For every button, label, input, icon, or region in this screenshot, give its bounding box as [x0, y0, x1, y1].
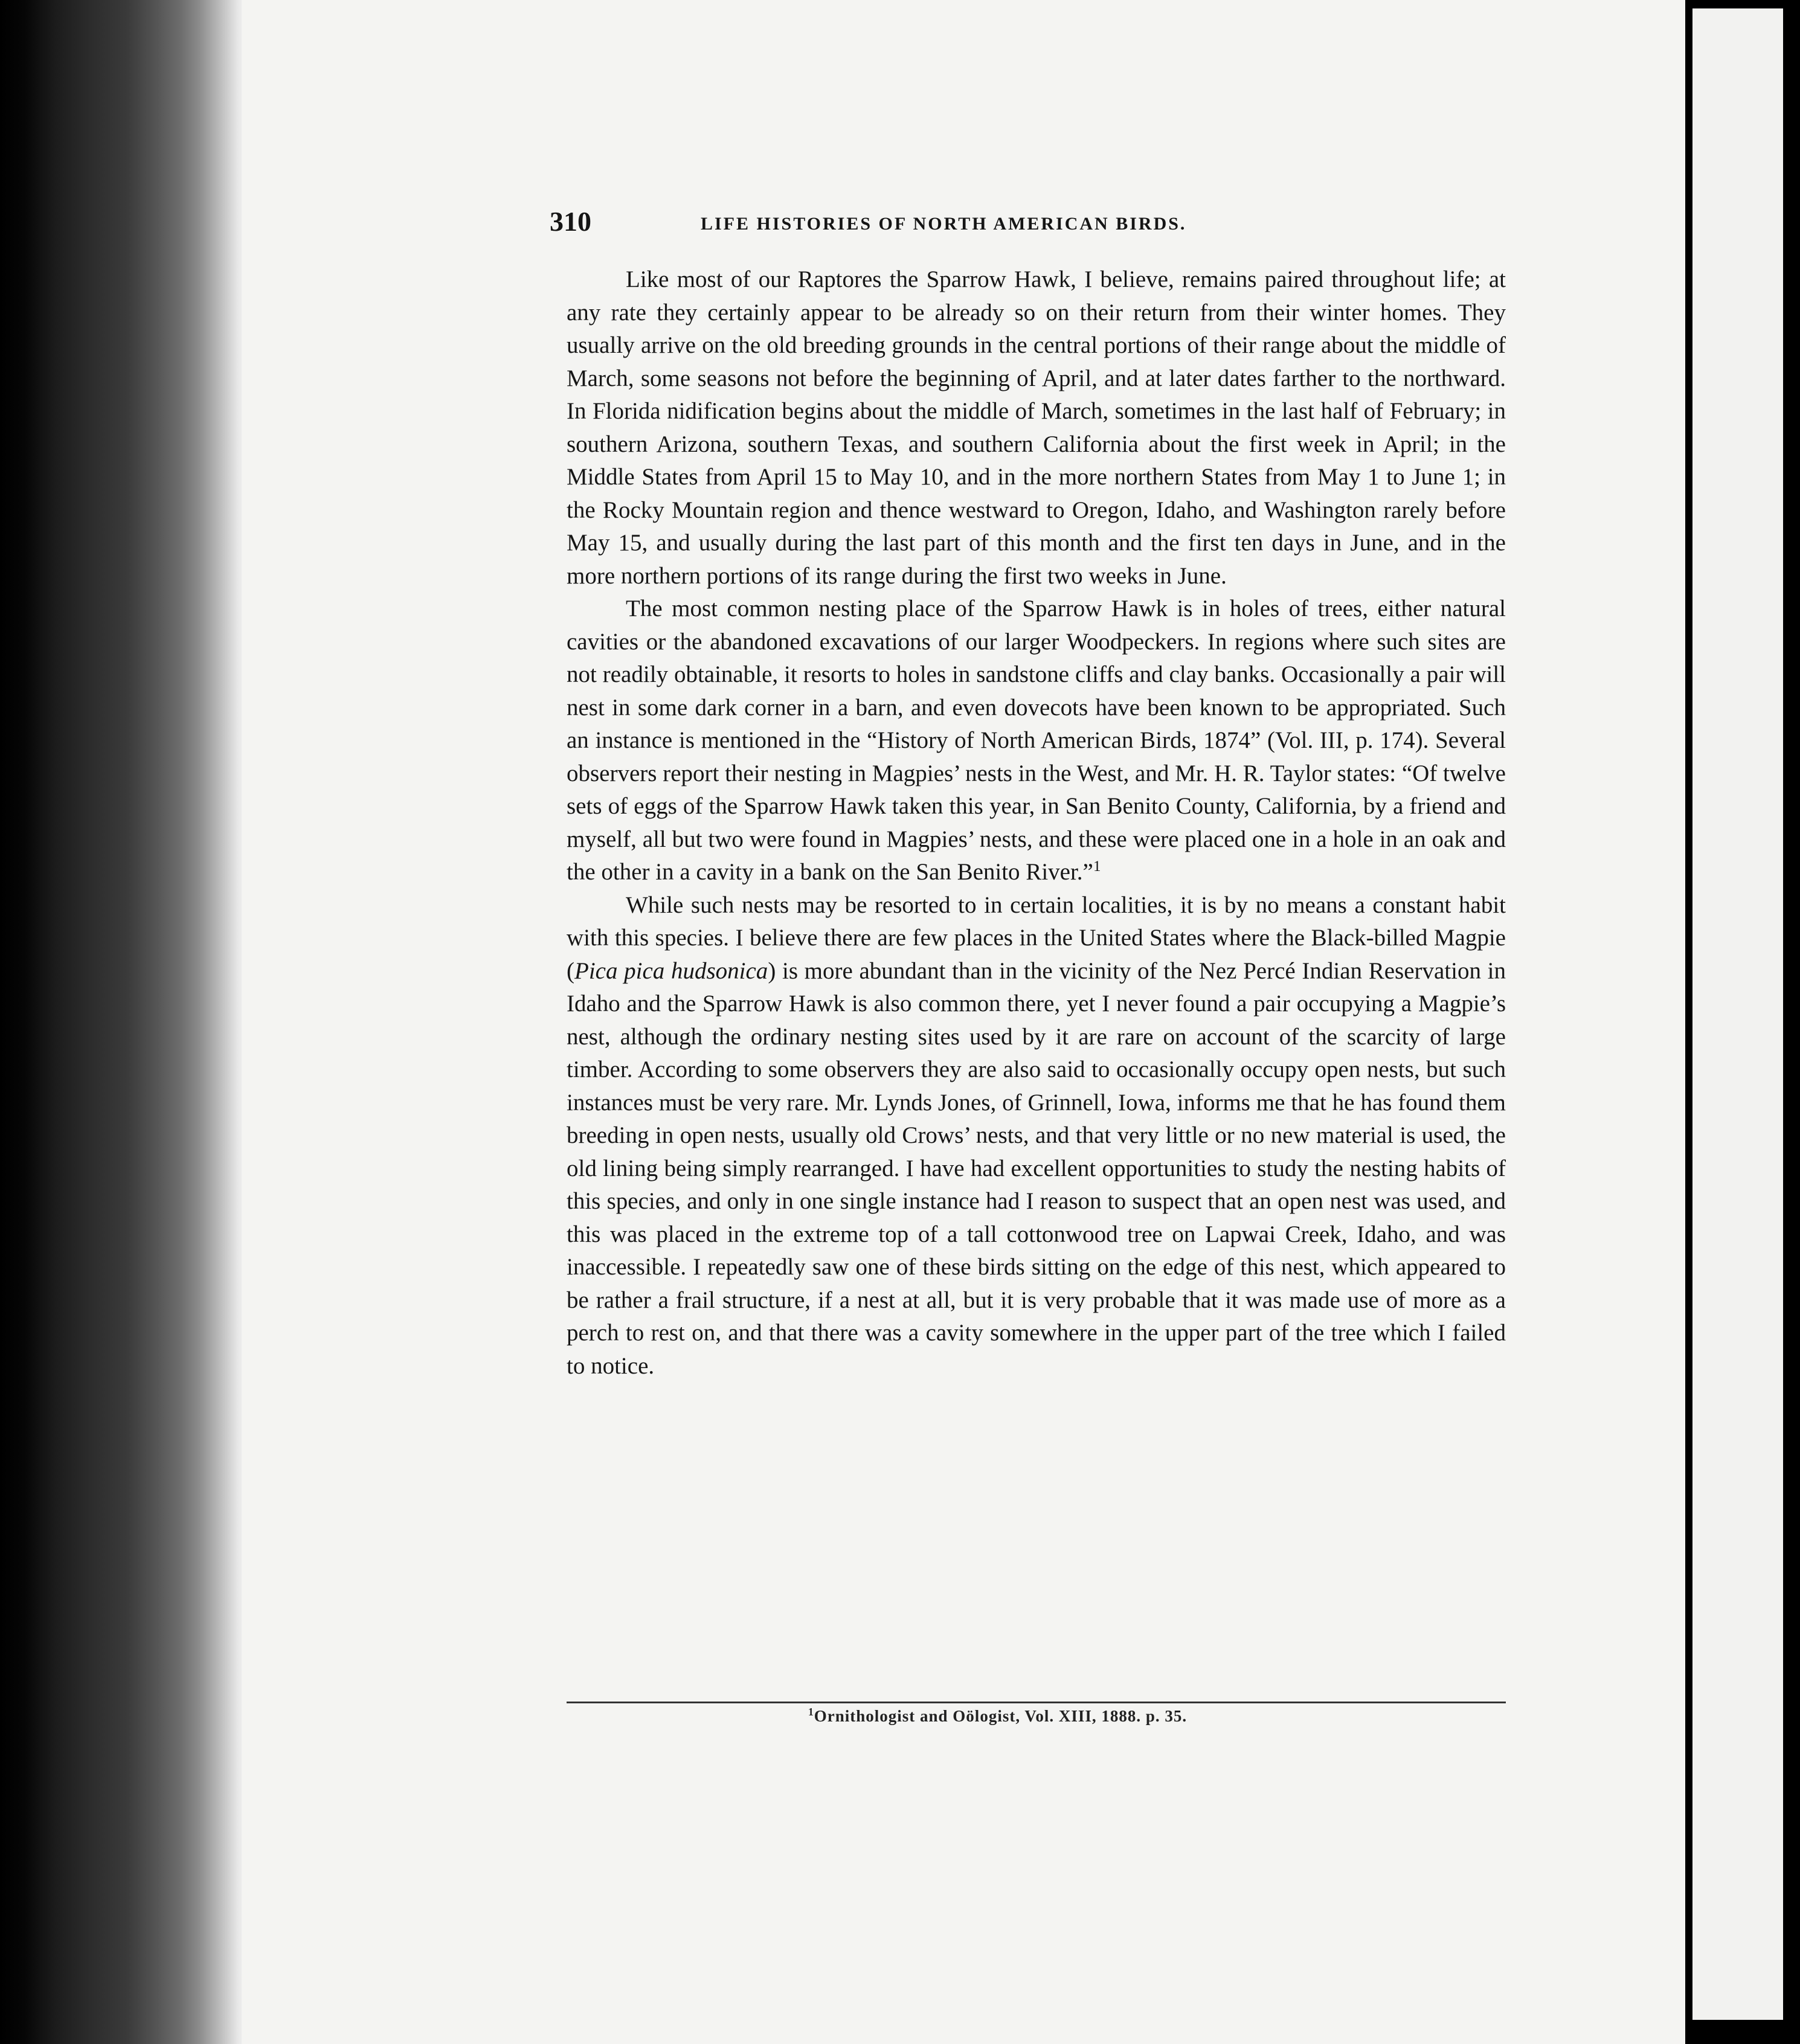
- paragraph-text: The most common nesting place of the Sparrow Hawk is in holes of trees, either natural cavities or the abandoned excavations of our larger Woodpeckers. In regions where such sites are not readily obtainable, it resorts to holes in sandstone cliffs and clay banks. Occasionally a pair will nest in some dark corner in a barn, and even dovecots have been known to be appropriated. Such an instance is mentioned in the “History of North American Birds, 1874” (Vol. III, p. 174). Several observers report their nesting in Magpies’ nests in the West, and Mr. H. R. Taylor states: “Of twelve sets of eggs of the Sparrow Hawk taken this year, in San Benito County, California, by a friend and myself, all but two were found in Magpies’ nests, and these were placed one in a hole in an oak and the other in a cavity in a bank on the San Benito River.”: [567, 596, 1506, 885]
- paragraph-text: ) is more abundant than in the vicinity of the Nez Percé Indian Reservation in Idaho and the Sparrow Hawk is also common there, yet I never found a pair occupying a Magpie’s nest, although the ordinary nesting sites used by it are rare on account of the scarcity of large timber. According to some observers they are also said to occasionally occupy open nests, but such instances must be very rare. Mr. Lynds Jones, of Grinnell, Iowa, informs me that he has found them breeding in open nests, usually old Crows’ nests, and that very little or no new material is used, the old lining being simply rearranged. I have had excellent opportunities to study the nesting habits of this species, and only in one single instance had I reason to suspect that an open nest was used, and this was placed in the extreme top of a tall cottonwood tree on Lapwai Creek, Idaho, and was inaccessible. I repeatedly saw one of these birds sitting on the edge of this nest, which appeared to be rather a frail structure, if a nest at all, but it is very probable that it was made use of more as a perch to rest on, and that there was a cavity somewhere in the upper part of the tree which I failed to notice.: [567, 957, 1506, 1379]
- paragraph-text: While such nests may be resorted to in certain localities, it is by no means a constant habit with this species. I believe there are few places in the United States where the Black-billed Magpie (: [567, 892, 1506, 984]
- book-gutter-shadow: [0, 0, 254, 2044]
- running-title: LIFE HISTORIES OF NORTH AMERICAN BIRDS.: [701, 214, 1187, 234]
- adjacent-page-edge: [1685, 0, 1800, 2044]
- paragraph-open-nests: [567, 889, 1506, 1383]
- body-text: [567, 263, 1506, 1383]
- paragraph-nesting-places: [567, 593, 1506, 889]
- footnote-reference: 1: [1093, 858, 1101, 875]
- adjacent-page-sliver: [1692, 8, 1783, 2020]
- species-name-italic: Pica pica hudsonica: [574, 957, 768, 984]
- footnote: [808, 1707, 1187, 1726]
- page-number: 310: [550, 206, 591, 237]
- paragraph-arrival: [567, 263, 1506, 593]
- paragraph-text: Like most of our Raptores the Sparrow Hawk, I believe, remains paired throughout life; at any rate they certainly appear to be already so on their return from their winter homes. They usually arrive on the old breeding grounds in the central portions of their range about the middle of March, some seasons not before the beginning of April, and at later dates farther to the northward. In Florida nidification begins about the middle of March, sometimes in the last half of February; in southern Arizona, southern Texas, and southern California about the first week in April; in the Middle States from April 15 to May 10, and in the more northern States from May 1 to June 1; in the Rocky Mountain region and thence westward to Oregon, Idaho, and Washington rarely before May 15, and usually during the last part of this month and the first ten days in June, and in the more northern portions of its range during the first two weeks in June.: [567, 266, 1506, 589]
- footnote-mark: 1: [808, 1706, 814, 1718]
- footnote-text: Ornithologist and Oölogist, Vol. XIII, 1888. p. 35.: [814, 1707, 1188, 1725]
- footnote-divider: [567, 1702, 1506, 1703]
